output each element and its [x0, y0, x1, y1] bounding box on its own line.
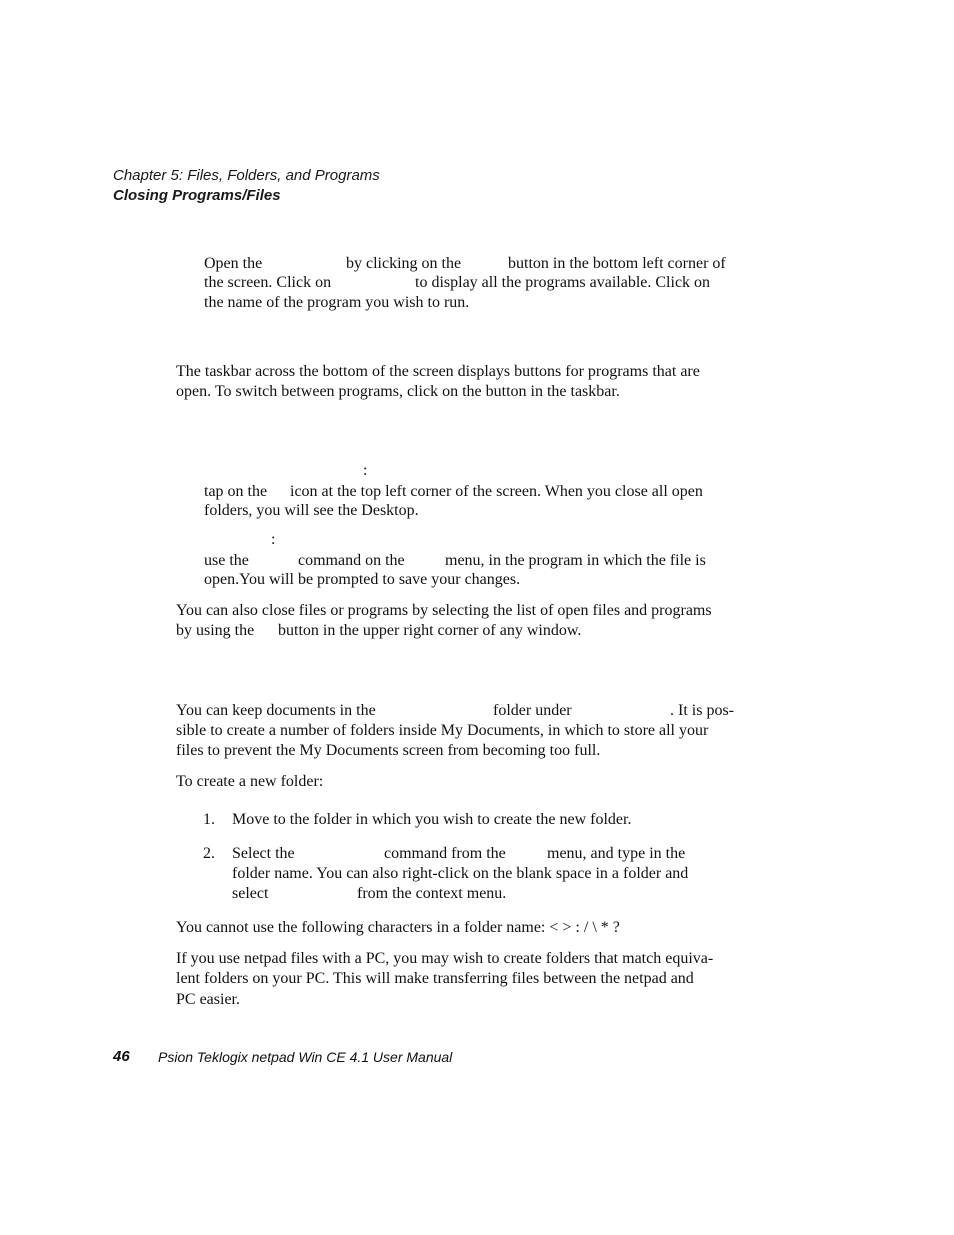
text-fragment: folder under [493, 702, 572, 719]
text-fragment: use the [204, 552, 249, 569]
label-colon: : [363, 462, 368, 479]
text-fragment: . It is pos- [670, 702, 734, 719]
text-fragment: menu, in the program in which the file is [445, 552, 706, 569]
text-line: the name of the program you wish to run. [204, 294, 470, 311]
text-fragment: tap on the [204, 483, 268, 500]
text-fragment: the screen. Click on [204, 274, 332, 291]
text-fragment: by using the [176, 622, 255, 639]
text-line: lent folders on your PC. This will make transferring files between the netpad and [176, 970, 694, 987]
text-line: If you use netpad files with a PC, you may wish to create folders that match equiva- [176, 950, 714, 967]
step-text: folder name. You can also right-click on the blank space in a folder and [232, 865, 689, 882]
text-fragment: icon at the top left corner of the screen. When you close all open [290, 483, 703, 500]
text-line: You can also close files or programs by selecting the list of open files and programs [176, 602, 712, 619]
text-line: folders, you will see the Desktop. [204, 502, 419, 519]
step-text: menu, and type in the [547, 845, 686, 862]
label-colon: : [271, 531, 276, 548]
step-text: Move to the folder in which you wish to create the new folder. [232, 811, 632, 828]
page-number: 46 [113, 1048, 130, 1065]
text-line: The taskbar across the bottom of the screen displays buttons for programs that are [176, 363, 700, 380]
step-text: from the context menu. [357, 885, 507, 902]
create-folder-intro: To create a new folder: [176, 773, 324, 790]
text-fragment: button in the upper right corner of any window. [278, 622, 582, 639]
text-line: open. To switch between programs, click on the button in the taskbar. [176, 383, 620, 400]
text-line: sible to create a number of folders inside My Documents, in which to store all your [176, 722, 709, 739]
forbidden-chars-note: You cannot use the following characters in a folder name: < > : / \ * ? [176, 919, 620, 936]
manual-title: Psion Teklogix netpad Win CE 4.1 User Manual [158, 1049, 453, 1065]
step-number: 2. [203, 845, 215, 862]
chapter-header: Chapter 5: Files, Folders, and Programs [113, 167, 380, 184]
step-text: command from the [384, 845, 506, 862]
step-text: select [232, 885, 269, 902]
text-fragment: to display all the programs available. Click on [415, 274, 711, 291]
text-fragment: command on the [298, 552, 405, 569]
section-header: Closing Programs/Files [113, 187, 281, 204]
text-line: open.You will be prompted to save your changes. [204, 571, 521, 588]
text-fragment: You can keep documents in the [176, 702, 376, 719]
step-text: Select the [232, 845, 295, 862]
text-fragment: Open the [204, 255, 263, 272]
text-line: files to prevent the My Documents screen from becoming too full. [176, 742, 601, 759]
text-fragment: button in the bottom left corner of [508, 255, 726, 272]
text-line: PC easier. [176, 991, 240, 1008]
step-number: 1. [203, 811, 215, 828]
text-fragment: by clicking on the [346, 255, 462, 272]
